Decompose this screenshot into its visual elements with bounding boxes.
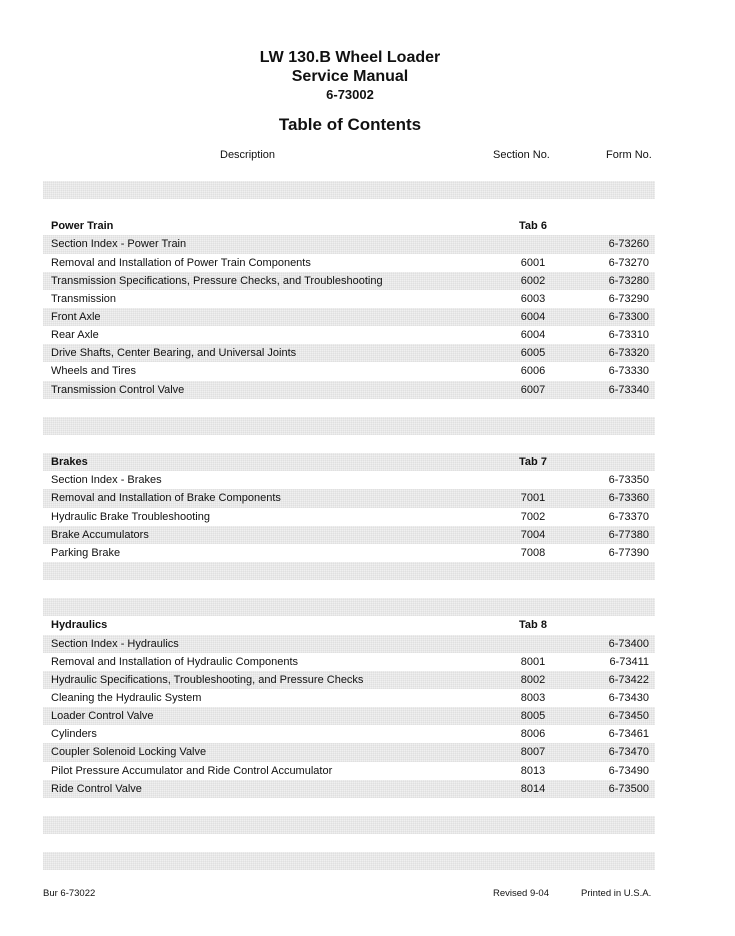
toc-row-description: Brake Accumulators bbox=[51, 528, 149, 541]
toc-row-description: Removal and Installation of Power Train Components bbox=[51, 256, 311, 269]
toc-row-description: Section Index - Hydraulics bbox=[51, 637, 179, 650]
toc-row-description: Loader Control Valve bbox=[51, 710, 154, 723]
toc-group-row bbox=[43, 453, 655, 471]
toc-row bbox=[43, 544, 655, 562]
column-header-form-no: Form No. bbox=[606, 149, 652, 161]
toc-row-section-no: 8014 bbox=[520, 782, 546, 795]
toc-spacer-row bbox=[43, 435, 655, 453]
toc-row-section-no: 7001 bbox=[520, 492, 546, 505]
toc-group-tab: Tab 6 bbox=[519, 220, 547, 233]
toc-group-title: Hydraulics bbox=[51, 619, 108, 632]
toc-row-section-no: 6007 bbox=[520, 383, 546, 396]
toc-row-description: Rear Axle bbox=[51, 329, 99, 342]
toc-row bbox=[43, 326, 655, 344]
toc-row bbox=[43, 471, 655, 489]
toc-row-section-no: 8006 bbox=[520, 728, 546, 741]
toc-row-description: Coupler Solenoid Locking Valve bbox=[51, 746, 207, 759]
toc-row bbox=[43, 653, 655, 671]
toc-row bbox=[43, 508, 655, 526]
toc-row-form-no: 6-73290 bbox=[608, 292, 649, 305]
toc-spacer-row bbox=[43, 834, 655, 852]
toc-row-form-no: 6-73320 bbox=[608, 347, 649, 360]
toc-row-section-no: 8013 bbox=[520, 764, 546, 777]
toc-row-section-no: 7002 bbox=[520, 510, 546, 523]
document-title-block bbox=[0, 48, 700, 103]
toc-row-form-no: 6-73450 bbox=[608, 710, 649, 723]
toc-row-section-no: 6003 bbox=[520, 292, 546, 305]
toc-row-form-no: 6-73310 bbox=[608, 329, 649, 342]
toc-row-form-no: 6-73490 bbox=[608, 764, 649, 777]
toc-row bbox=[43, 381, 655, 399]
toc-row-description: Front Axle bbox=[51, 310, 101, 323]
toc-row bbox=[43, 707, 655, 725]
toc-spacer-row bbox=[43, 199, 655, 217]
toc-spacer-row bbox=[43, 562, 655, 580]
toc-row-section-no: 6005 bbox=[520, 347, 546, 360]
toc-row-section-no: 7008 bbox=[520, 546, 546, 559]
toc-row-description: Removal and Installation of Hydraulic Components bbox=[51, 655, 299, 668]
toc-group-title: Power Train bbox=[51, 220, 114, 233]
toc-row-form-no: 6-73430 bbox=[608, 691, 649, 704]
toc-row-description: Section Index - Power Train bbox=[51, 238, 187, 251]
toc-row-form-no: 6-77390 bbox=[608, 546, 649, 559]
toc-row-description: Removal and Installation of Brake Components bbox=[51, 492, 281, 505]
toc-row bbox=[43, 489, 655, 507]
document-form-number: 6-73002 bbox=[326, 87, 374, 102]
toc-row bbox=[43, 308, 655, 326]
toc-row-form-no: 6-73280 bbox=[608, 274, 649, 287]
toc-spacer-row bbox=[43, 580, 655, 598]
toc-row bbox=[43, 290, 655, 308]
toc-row-description: Pilot Pressure Accumulator and Ride Control Accumulator bbox=[51, 764, 333, 777]
toc-row-form-no: 6-73370 bbox=[608, 510, 649, 523]
toc-row-section-no: 8005 bbox=[520, 710, 546, 723]
footer-form-code: Bur 6-73022 bbox=[43, 888, 96, 899]
toc-group-tab: Tab 8 bbox=[519, 619, 547, 632]
toc-row bbox=[43, 254, 655, 272]
toc-row-section-no: 8003 bbox=[520, 691, 546, 704]
toc-row bbox=[43, 780, 655, 798]
toc-row bbox=[43, 526, 655, 544]
toc-group-tab: Tab 7 bbox=[519, 456, 547, 469]
toc-heading: Table of Contents bbox=[278, 115, 422, 134]
toc-row-form-no: 6-73300 bbox=[608, 310, 649, 323]
toc-row bbox=[43, 344, 655, 362]
toc-spacer-row bbox=[43, 798, 655, 816]
toc-row-section-no: 6004 bbox=[520, 310, 546, 323]
toc-row bbox=[43, 362, 655, 380]
toc-row-section-no: 6001 bbox=[520, 256, 546, 269]
toc-spacer-row bbox=[43, 417, 655, 435]
toc-group-row bbox=[43, 217, 655, 235]
toc-row-form-no: 6-73350 bbox=[608, 474, 649, 487]
toc-spacer-row bbox=[43, 181, 655, 199]
toc-row-description: Cylinders bbox=[51, 728, 97, 741]
toc-group-title: Brakes bbox=[51, 456, 88, 469]
document-subtitle: Service Manual bbox=[291, 68, 409, 85]
toc-row-section-no: 6006 bbox=[520, 365, 546, 378]
document-title: LW 130.B Wheel Loader bbox=[259, 49, 441, 66]
toc-spacer-row bbox=[43, 598, 655, 616]
toc-row bbox=[43, 689, 655, 707]
toc-row-description: Wheels and Tires bbox=[51, 365, 136, 378]
toc-row-description: Hydraulic Brake Troubleshooting bbox=[51, 510, 210, 523]
toc-row-description: Transmission Control Valve bbox=[51, 383, 185, 396]
toc-row-form-no: 6-73411 bbox=[609, 655, 649, 668]
footer-printed: Printed in U.S.A. bbox=[581, 888, 652, 899]
column-header-description: Description bbox=[220, 149, 276, 161]
toc-table bbox=[43, 181, 655, 870]
toc-row-form-no: 6-73360 bbox=[608, 492, 649, 505]
toc-row-form-no: 6-77380 bbox=[608, 528, 649, 541]
toc-spacer-row bbox=[43, 816, 655, 834]
toc-spacer-row bbox=[43, 399, 655, 417]
toc-row-form-no: 6-73400 bbox=[608, 637, 649, 650]
toc-row-description: Parking Brake bbox=[51, 546, 121, 559]
toc-row-form-no: 6-73461 bbox=[608, 728, 649, 741]
toc-row-description: Section Index - Brakes bbox=[51, 474, 162, 487]
toc-group-row bbox=[43, 616, 655, 634]
toc-row-description: Cleaning the Hydraulic System bbox=[51, 691, 202, 704]
toc-row-description: Drive Shafts, Center Bearing, and Universal Joints bbox=[51, 347, 297, 360]
toc-spacer-row bbox=[43, 852, 655, 870]
toc-row-form-no: 6-73470 bbox=[608, 746, 649, 759]
toc-row-section-no: 8001 bbox=[520, 655, 546, 668]
toc-row bbox=[43, 725, 655, 743]
toc-row-description: Hydraulic Specifications, Troubleshooting, and Pressure Checks bbox=[51, 673, 364, 686]
toc-row-form-no: 6-73270 bbox=[608, 256, 649, 269]
column-header-section-no: Section No. bbox=[493, 149, 550, 161]
toc-row bbox=[43, 235, 655, 253]
toc-row-description: Transmission Specifications, Pressure Checks, and Troubleshooting bbox=[51, 274, 383, 287]
toc-row bbox=[43, 272, 655, 290]
toc-row bbox=[43, 635, 655, 653]
toc-row-form-no: 6-73500 bbox=[608, 782, 649, 795]
toc-row-form-no: 6-73422 bbox=[608, 673, 649, 686]
toc-row-form-no: 6-73340 bbox=[608, 383, 649, 396]
toc-row bbox=[43, 671, 655, 689]
toc-row bbox=[43, 743, 655, 761]
toc-row bbox=[43, 762, 655, 780]
toc-row-section-no: 6002 bbox=[520, 274, 546, 287]
toc-row-section-no: 8007 bbox=[520, 746, 546, 759]
toc-row-form-no: 6-73330 bbox=[608, 365, 649, 378]
toc-row-description: Ride Control Valve bbox=[51, 782, 142, 795]
toc-row-description: Transmission bbox=[51, 292, 116, 305]
toc-row-section-no: 7004 bbox=[520, 528, 546, 541]
toc-row-form-no: 6-73260 bbox=[608, 238, 649, 251]
toc-row-section-no: 8002 bbox=[520, 673, 546, 686]
footer-revised: Revised 9-04 bbox=[493, 888, 549, 899]
toc-row-section-no: 6004 bbox=[520, 329, 546, 342]
